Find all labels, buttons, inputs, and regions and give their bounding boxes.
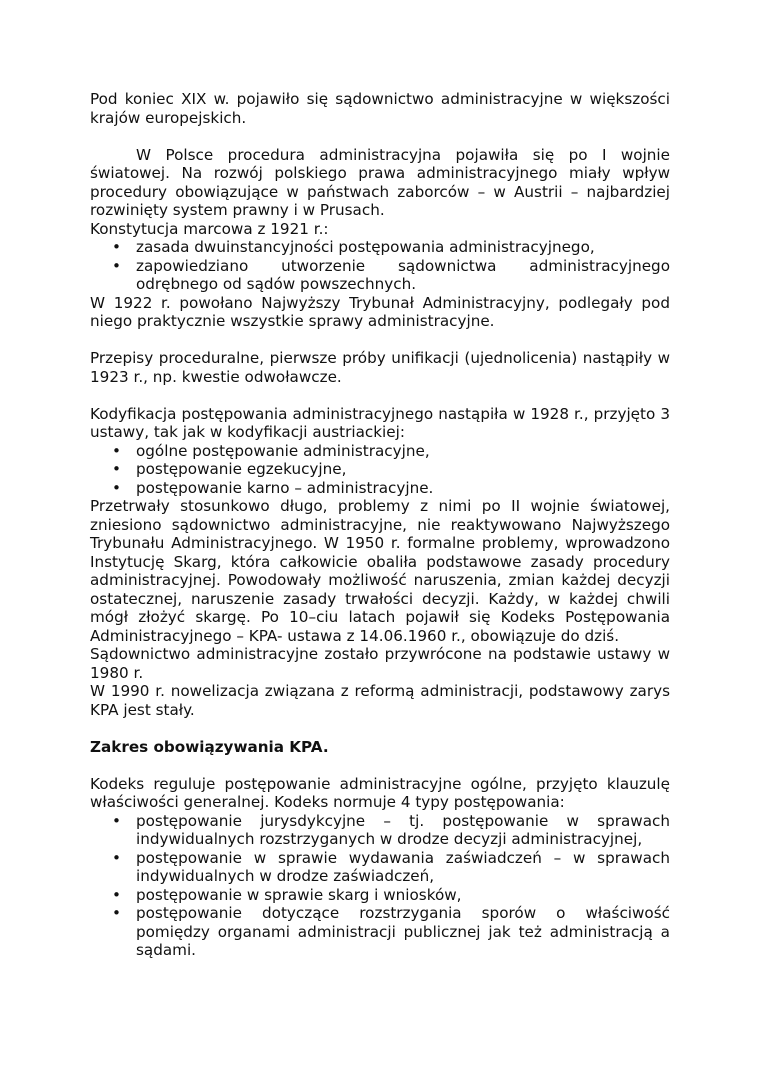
paragraph-restoration-1980: Sądownictwo administracyjne zostało przywrócone na podstawie ustawy w 1980 r.: [90, 645, 670, 682]
list-item: • postępowanie jurysdykcyjne – tj. postępowanie w sprawach indywidualnych rozstrzyganych w drodze decyzji administracyjnej,: [136, 812, 670, 849]
document-page: [90, 90, 670, 960]
paragraph-codification-1928: Kodyfikacja postępowania administracyjnego nastąpiła w 1928 r., przyjęto 3 ustawy, tak jak w kodyfikacji austriackiej:: [90, 404, 670, 441]
bullet-list-procedure-types: [90, 812, 670, 960]
paragraph-post-war: Przetrwały stosunkowo długo, problemy z nimi po II wojnie światowej, zniesiono sądownictwo administracyjne, nie reaktywowano Najwyższego Trybunału Administracyjnego. W 1950 r. formalne problemy, wprowadzono Instytucję Skarg, która całkowicie obaliła podstawowe zasady procedury administracyjnej. Powodowały możliwość naruszenia, zmian każdej decyzji ostatecznej, naruszenie zasady trwałości decyzji. Każdy, w każdej chwili mógł złożyć skargę. Po 10–ciu latach pojawił się Kodeks Postępowania Administracyjnego – KPA- ustawa z 14.06.1960 r., obowiązuje do dziś.: [90, 497, 670, 645]
list-item: • zapowiedziano utworzenie sądownictwa administracyjnego odrębnego od sądów powszechnych.: [136, 257, 670, 294]
list-item: • postępowanie dotyczące rozstrzygania sporów o właściwość pomiędzy organami administracji publicznej jak też administracją a sądami.: [136, 904, 670, 960]
list-item: • postępowanie karno – administracyjne.: [136, 479, 670, 498]
paragraph-amendment-1990: W 1990 r. nowelizacja związana z reformą administracji, podstawowy zarys KPA jest stały.: [90, 682, 670, 719]
list-item: • postępowanie w sprawie skarg i wniosków,: [136, 886, 670, 905]
paragraph-intro: Pod koniec XIX w. pojawiło się sądownictwo administracyjne w większości krajów europejskich.: [90, 90, 670, 127]
spacer: [90, 756, 670, 775]
paragraph-march-constitution: Konstytucja marcowa z 1921 r.:: [90, 219, 329, 238]
list-item: • zasada dwuinstancyjności postępowania administracyjnego,: [136, 238, 670, 257]
spacer: [90, 127, 670, 146]
spacer: [90, 719, 670, 738]
paragraph-ntA-1922: W 1922 r. powołano Najwyższy Trybunał Administracyjny, podlegały pod niego praktycznie wszystkie sprawy administracyjne.: [90, 293, 670, 330]
paragraph-procedural-rules: Przepisy proceduralne, pierwsze próby unifikacji (ujednolicenia) nastąpiły w 1923 r., np. kwestie odwoławcze.: [90, 349, 670, 386]
list-item: • postępowanie w sprawie wydawania zaświadczeń – w sprawach indywidualnych w drodze zaświadczeń,: [136, 849, 670, 886]
section-heading: Zakres obowiązywania KPA.: [90, 737, 329, 756]
list-item: • ogólne postępowanie administracyjne,: [136, 442, 670, 461]
list-item: • postępowanie egzekucyjne,: [136, 460, 670, 479]
spacer: [90, 386, 670, 405]
spacer: [90, 331, 670, 350]
bullet-list-acts: [90, 442, 670, 498]
bullet-list-constitution: [90, 238, 670, 294]
paragraph-kpa-scope: Kodeks reguluje postępowanie administracyjne ogólne, przyjęto klauzulę właściwości generalnej. Kodeks normuje 4 typy postępowania:: [90, 774, 670, 811]
paragraph-poland-procedure: W Polsce procedura administracyjna pojawiła się po I wojnie światowej. Na rozwój polskiego prawa administracyjnego miały wpływ procedury obowiązujące w państwach zaborców – w Austrii – najbardziej rozwinięty system prawny i w Prusach.: [90, 145, 670, 219]
